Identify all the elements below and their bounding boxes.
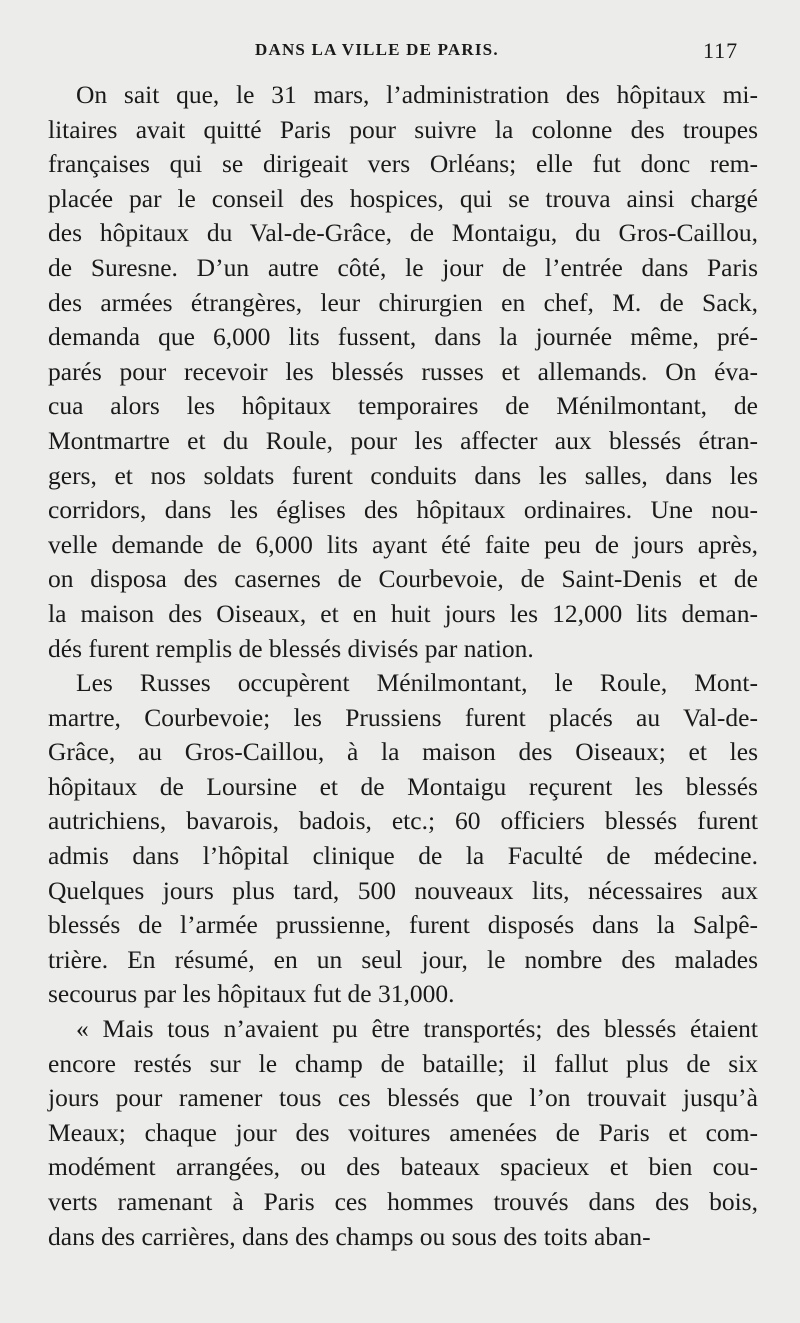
text-line: dés furent remplis de blessés divisés par nation. xyxy=(48,633,534,663)
text-line: trière. En résumé, en un seul jour, le nombre des malades xyxy=(48,944,758,974)
text-line: de Suresne. D’un autre côté, le jour de l’entrée dans Paris xyxy=(48,252,758,282)
text-line: placée par le conseil des hospices, qui se trouva ainsi chargé xyxy=(48,183,758,213)
text-line: admis dans l’hôpital clinique de la Faculté de médecine. xyxy=(48,841,758,871)
text-line: gers, et nos soldats furent conduits dans les salles, dans les xyxy=(48,460,758,490)
text-line: encore restés sur le champ de bataille; il fallut plus de six xyxy=(48,1048,758,1078)
text-line: hôpitaux de Loursine et de Montaigu reçurent les blessés xyxy=(48,771,758,801)
header-title: DANS LA VILLE DE PARIS. xyxy=(255,40,499,59)
text-line: modément arrangées, ou des bateaux spacieux et bien cou- xyxy=(48,1152,758,1182)
running-head xyxy=(0,36,800,66)
body-text xyxy=(48,78,758,1254)
text-line: parés pour recevoir les blessés russes et allemands. On éva- xyxy=(48,356,758,386)
text-line: françaises qui se dirigeait vers Orléans; elle fut donc rem- xyxy=(48,149,758,179)
text-line: cua alors les hôpitaux temporaires de Ménilmontant, de xyxy=(48,391,758,421)
text-line: demanda que 6,000 lits fussent, dans la journée même, pré- xyxy=(48,322,758,352)
text-line: « Mais tous n’avaient pu être transportés; des blessés étaient xyxy=(76,1014,758,1044)
text-line: des hôpitaux du Val-de-Grâce, de Montaigu, du Gros-Caillou, xyxy=(48,218,758,248)
text-line: Meaux; chaque jour des voitures amenées de Paris et com- xyxy=(48,1117,758,1147)
text-line: Montmartre et du Roule, pour les affecter aux blessés étran- xyxy=(48,425,758,455)
text-line: jours pour ramener tous ces blessés que l’on trouvait jusqu’à xyxy=(48,1083,758,1113)
text-line: la maison des Oiseaux, et en huit jours les 12,000 lits deman- xyxy=(48,598,758,628)
text-line: litaires avait quitté Paris pour suivre la colonne des troupes xyxy=(48,114,758,144)
text-line: Grâce, au Gros-Caillou, à la maison des Oiseaux; et les xyxy=(48,737,758,767)
text-line: Quelques jours plus tard, 500 nouveaux lits, nécessaires aux xyxy=(48,875,758,905)
text-line: on disposa des casernes de Courbevoie, de Saint-Denis et de xyxy=(48,564,758,594)
text-line: On sait que, le 31 mars, l’administration des hôpitaux mi- xyxy=(76,80,758,109)
text-line: Les Russes occupèrent Ménilmontant, le Roule, Mont- xyxy=(76,668,758,698)
text-line: dans des carrières, dans des champs ou sous des toits aban- xyxy=(48,1221,651,1251)
text-line: corridors, dans les églises des hôpitaux ordinaires. Une nou- xyxy=(48,495,758,525)
text-line: martre, Courbevoie; les Prussiens furent placés au Val-de- xyxy=(48,702,758,732)
text-line: autrichiens, bavarois, badois, etc.; 60 officiers blessés furent xyxy=(48,806,758,836)
text-line: verts ramenant à Paris ces hommes trouvés dans des bois, xyxy=(48,1187,758,1216)
text-line: secourus par les hôpitaux fut de 31,000. xyxy=(48,979,455,1009)
text-line: des armées étrangères, leur chirurgien en chef, M. de Sack, xyxy=(48,287,758,317)
text-line: blessés de l’armée prussienne, furent disposés dans la Salpê- xyxy=(48,910,758,940)
page-number: 117 xyxy=(703,38,739,63)
text-line: velle demande de 6,000 lits ayant été faite peu de jours après, xyxy=(48,529,758,559)
